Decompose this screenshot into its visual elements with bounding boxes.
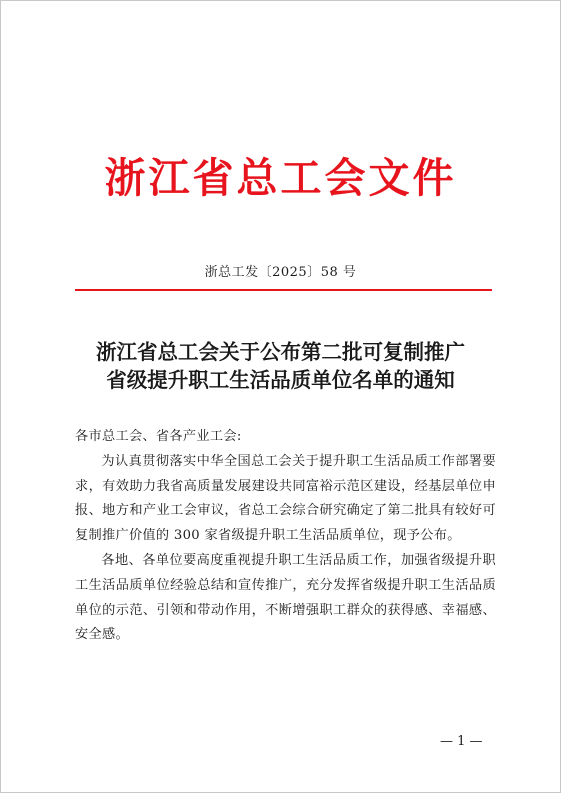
page-number: — 1 — [440, 734, 483, 749]
notice-title-line-1: 浙江省总工会关于公布第二批可复制推广 [96, 340, 465, 364]
red-header-title: 浙江省总工会文件 [104, 154, 457, 202]
salutation: 各市总工会、省各产业工会: [75, 429, 242, 444]
notice-title-line-2: 省级提升职工生活品质单位名单的通知 [106, 368, 455, 392]
document-number: 浙总工发〔2025〕58 号 [204, 265, 357, 280]
red-separator-line [75, 289, 492, 291]
notice-title [40, 338, 521, 394]
body-paragraph-1: 为认真贯彻落实中华全国总工会关于提升职工生活品质工作部署要求，有效助力我省高质量发展建设共同富裕示范区建设，经基层单位申报、地方和产业工会审议，省总工会综合研究确定了第二批具有较好可复制推广价值的 300 家省级提升职工生活品质单位，现予公布。 [75, 453, 496, 544]
document-body [75, 425, 496, 648]
body-paragraph-2: 各地、各单位要高度重视提升职工生活品质工作，加强省级提升职工生活品质单位经验总结和宣传推广，充分发挥省级提升职工生活品质单位的示范、引领和带动作用，不断增强职工群众的获得感、幸福感、安全感。 [75, 552, 496, 643]
